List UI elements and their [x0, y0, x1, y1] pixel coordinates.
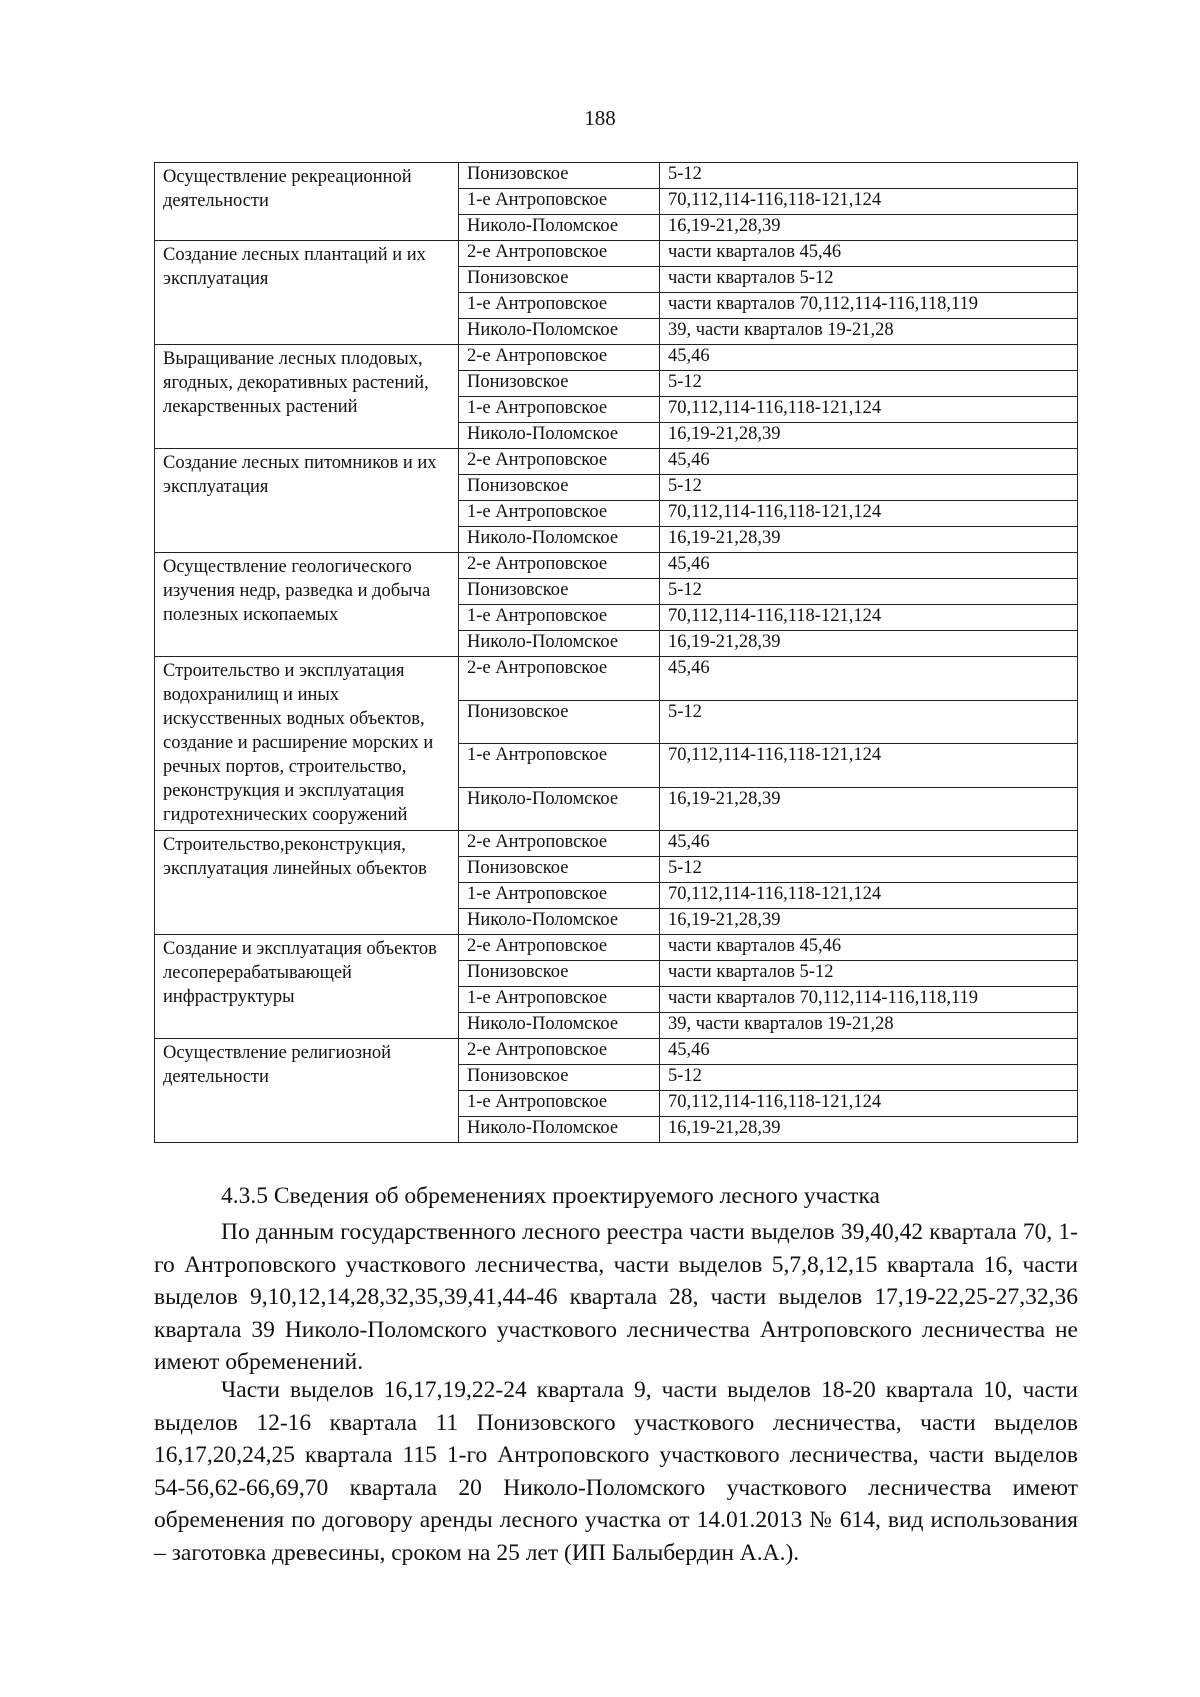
forest-use-table: [154, 162, 1078, 1143]
forestry-cell: Николо-Поломское: [459, 1117, 660, 1143]
forestry-cell: Николо-Поломское: [459, 631, 660, 657]
quarters-cell: 5-12: [660, 579, 1078, 605]
forestry-cell: 1-е Антроповское: [459, 883, 660, 909]
quarters-cell: части кварталов 45,46: [660, 935, 1078, 961]
forestry-cell: 1-е Антроповское: [459, 744, 660, 788]
table-row: [155, 657, 1078, 701]
quarters-cell: 5-12: [660, 700, 1078, 744]
forestry-cell: 1-е Антроповское: [459, 501, 660, 527]
activity-cell: Выращивание лесных плодовых, ягодных, декоративных растений, лекарственных растений: [155, 345, 459, 449]
table-row: [155, 345, 1078, 371]
forestry-cell: Николо-Поломское: [459, 423, 660, 449]
forest-use-table-body: [155, 163, 1078, 1143]
forestry-cell: 2-е Антроповское: [459, 935, 660, 961]
forestry-cell: 2-е Антроповское: [459, 1039, 660, 1065]
forestry-cell: Понизовское: [459, 700, 660, 744]
page-number: 188: [584, 106, 616, 130]
activity-cell: Осуществление рекреационной деятельности: [155, 163, 459, 241]
quarters-cell: 5-12: [660, 163, 1078, 189]
forestry-cell: Николо-Поломское: [459, 215, 660, 241]
activity-cell: Создание лесных плантаций и их эксплуатация: [155, 241, 459, 345]
forestry-cell: Николо-Поломское: [459, 319, 660, 345]
forestry-cell: Понизовское: [459, 857, 660, 883]
table-row: [155, 935, 1078, 961]
quarters-cell: части кварталов 70,112,114-116,118,119: [660, 987, 1078, 1013]
table-row: [155, 449, 1078, 475]
forestry-cell: 2-е Антроповское: [459, 241, 660, 267]
quarters-cell: 45,46: [660, 345, 1078, 371]
activity-cell: Осуществление геологического изучения недр, разведка и добыча полезных ископаемых: [155, 553, 459, 657]
quarters-cell: 16,19-21,28,39: [660, 527, 1078, 553]
quarters-cell: 16,19-21,28,39: [660, 423, 1078, 449]
quarters-cell: 70,112,114-116,118-121,124: [660, 1091, 1078, 1117]
forestry-cell: Николо-Поломское: [459, 1013, 660, 1039]
quarters-cell: 70,112,114-116,118-121,124: [660, 883, 1078, 909]
quarters-cell: 70,112,114-116,118-121,124: [660, 501, 1078, 527]
forestry-cell: 2-е Антроповское: [459, 831, 660, 857]
paragraph-encumbrances: [154, 1374, 1078, 1569]
quarters-cell: 45,46: [660, 657, 1078, 701]
activity-cell: Создание лесных питомников и их эксплуатация: [155, 449, 459, 553]
activity-cell: Создание и эксплуатация объектов лесоперерабатывающей инфраструктуры: [155, 935, 459, 1039]
quarters-cell: 16,19-21,28,39: [660, 909, 1078, 935]
activity-cell: Строительство и эксплуатация водохранилищ и иных искусственных водных объектов, создание и расширение морских и речных портов, строительство, реконструкция и эксплуатация гидротехнических сооружений: [155, 657, 459, 831]
paragraph-text: Части выделов 16,17,19,22-24 квартала 9, части выделов 18-20 квартала 10, части выделов 12-16 квартала 11 Понизовского участкового лесничества, части выделов 16,17,20,24,25 квартала 115 1-го Антроповского участкового лесничества, части выделов 54-56,62-66,69,70 квартала 20 Николо-Поломского участкового лесничества имеют обременения по договору аренды лесного участка от 14.01.2013 № 614, вид использования – заготовка древесины, сроком на 25 лет (ИП Балыбердин А.А.).: [154, 1377, 1078, 1566]
forestry-cell: 2-е Антроповское: [459, 449, 660, 475]
forestry-cell: 1-е Антроповское: [459, 293, 660, 319]
quarters-cell: части кварталов 5-12: [660, 267, 1078, 293]
table-row: [155, 831, 1078, 857]
quarters-cell: 45,46: [660, 449, 1078, 475]
paragraph-text: По данным государственного лесного реестра части выделов 39,40,42 квартала 70, 1-го Антроповского участкового лесничества, части выделов 5,7,8,12,15 квартала 16, части выделов 9,10,12,14,28,32,35,39,41,44-46 квартала 28, части выделов 17,19-22,25-27,32,36 квартала 39 Николо-Поломского участкового лесничества Антроповского лесничества не имеют обременений.: [154, 1219, 1078, 1375]
paragraph-no-encumbrances: [154, 1216, 1078, 1379]
table-row: [155, 241, 1078, 267]
table-row: [155, 553, 1078, 579]
quarters-cell: 45,46: [660, 1039, 1078, 1065]
quarters-cell: 16,19-21,28,39: [660, 631, 1078, 657]
quarters-cell: 5-12: [660, 371, 1078, 397]
forestry-cell: Николо-Поломское: [459, 787, 660, 831]
forestry-cell: Николо-Поломское: [459, 909, 660, 935]
quarters-cell: 70,112,114-116,118-121,124: [660, 189, 1078, 215]
quarters-cell: части кварталов 70,112,114-116,118,119: [660, 293, 1078, 319]
quarters-cell: 45,46: [660, 831, 1078, 857]
quarters-cell: 5-12: [660, 475, 1078, 501]
forestry-cell: 2-е Антроповское: [459, 657, 660, 701]
quarters-cell: 39, части кварталов 19-21,28: [660, 319, 1078, 345]
forestry-cell: 1-е Антроповское: [459, 1091, 660, 1117]
forestry-cell: 1-е Антроповское: [459, 189, 660, 215]
quarters-cell: 45,46: [660, 553, 1078, 579]
forestry-cell: Понизовское: [459, 267, 660, 293]
forestry-cell: Понизовское: [459, 579, 660, 605]
activity-cell: Осуществление религиозной деятельности: [155, 1039, 459, 1143]
forestry-cell: Понизовское: [459, 1065, 660, 1091]
quarters-cell: 16,19-21,28,39: [660, 1117, 1078, 1143]
quarters-cell: 70,112,114-116,118-121,124: [660, 605, 1078, 631]
quarters-cell: 5-12: [660, 857, 1078, 883]
forestry-cell: Понизовское: [459, 163, 660, 189]
table-row: [155, 1039, 1078, 1065]
activity-cell: Строительство,реконструкция, эксплуатация линейных объектов: [155, 831, 459, 935]
quarters-cell: части кварталов 5-12: [660, 961, 1078, 987]
forestry-cell: 1-е Антроповское: [459, 987, 660, 1013]
forestry-cell: Понизовское: [459, 475, 660, 501]
forestry-cell: Понизовское: [459, 371, 660, 397]
quarters-cell: 5-12: [660, 1065, 1078, 1091]
quarters-cell: 70,112,114-116,118-121,124: [660, 397, 1078, 423]
table-row: [155, 163, 1078, 189]
quarters-cell: 16,19-21,28,39: [660, 787, 1078, 831]
forestry-cell: Понизовское: [459, 961, 660, 987]
forestry-cell: 1-е Антроповское: [459, 397, 660, 423]
quarters-cell: части кварталов 45,46: [660, 241, 1078, 267]
forestry-cell: 2-е Антроповское: [459, 345, 660, 371]
quarters-cell: 39, части кварталов 19-21,28: [660, 1013, 1078, 1039]
forestry-cell: Николо-Поломское: [459, 527, 660, 553]
quarters-cell: 16,19-21,28,39: [660, 215, 1078, 241]
quarters-cell: 70,112,114-116,118-121,124: [660, 744, 1078, 788]
forestry-cell: 1-е Антроповское: [459, 605, 660, 631]
forestry-cell: 2-е Антроповское: [459, 553, 660, 579]
section-heading: 4.3.5 Сведения об обременениях проектируемого лесного участка: [221, 1183, 880, 1209]
